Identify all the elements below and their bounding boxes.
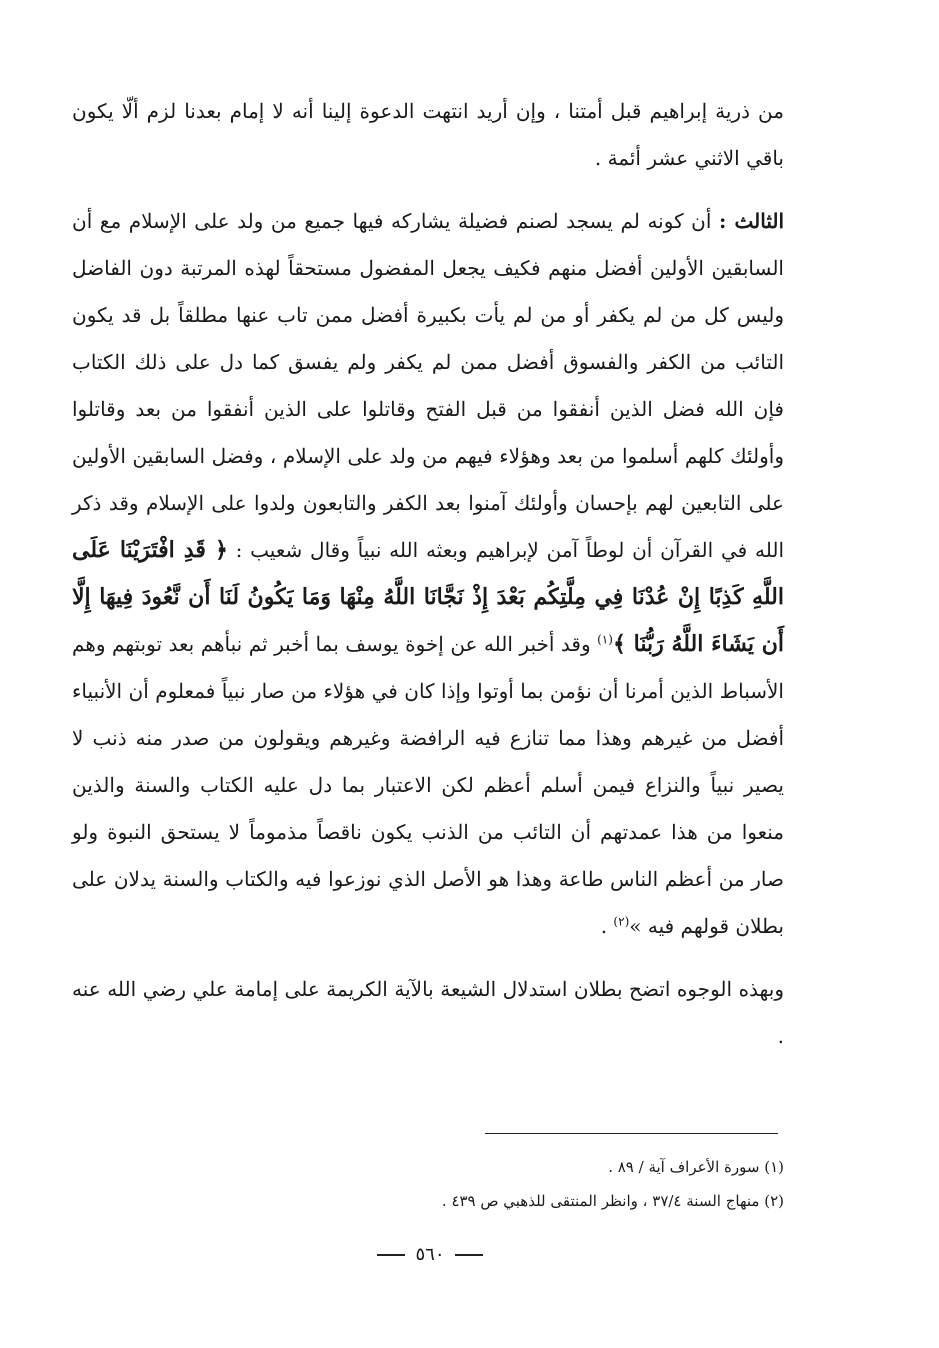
paragraph-3: وبهذه الوجوه اتضح بطلان استدلال الشيعة بالآية الكريمة على إمامة علي رضي الله عنه .	[72, 977, 784, 1048]
page-number-footer	[0, 1244, 860, 1265]
footnote-divider	[485, 1133, 778, 1134]
quran-verse: ﴿ قَدِ افْتَرَيْنَا عَلَى اللَّهِ كَذِبًا إِنْ عُدْنَا فِي مِلَّتِكُم بَعْدَ إِذْ نَجَّانَا اللَّهُ مِنْهَا وَمَا يَكُونُ لَنَا أَن نَّعُودَ فِيهَا إِلَّا أَن يَشَاءَ اللَّهُ رَبُّنَا ﴾	[72, 537, 785, 657]
footnote-ref-2: (٢)	[613, 914, 630, 929]
paragraph-2-end: .	[600, 914, 614, 938]
footnotes	[120, 1150, 784, 1218]
paragraph-2-text-a: أن كونه لم يسجد لصنم فضيلة يشاركه فيها جميع من ولد على الإسلام مع أن السابقين الأولين أفضل منهم فكيف يجعل المفضول مستحقاً لهذه المرتبة دون الفاضل وليس كل من لم يكفر أو من لم يأت بكبيرة أفضل ممن تاب عنها مطلقاً بل قد يكون التائب من الكفر والفسوق أفضل ممن لم يكفر ولم يفسق كما دل على ذلك الكتاب فإن الله فضل الذين أنفقوا من قبل الفتح وقاتلوا على الذين أنفقوا من بعد وقاتلوا وأولئك كلهم أسلموا من بعد وهؤلاء فيهم من ولد على الإسلام ، وفضل السابقين الأولين على التابعين لهم بإحسان وأولئك آمنوا بعد الكفر والتابعون ولدوا على الإسلام وقد ذكر الله في القرآن أن لوطاً آمن لإبراهيم وبعثه الله نبياً وقال شعيب :	[72, 209, 784, 562]
paragraph-1: من ذرية إبراهيم قبل أمتنا ، وإن أريد انتهت الدعوة إلينا أنه لا إمام بعدنا لزم ألّا يكون باقي الاثني عشر أئمة .	[72, 99, 784, 170]
page-number-dash-left	[377, 1254, 405, 1256]
paragraph-2-text-b: وقد أخبر الله عن إخوة يوسف بما أخبر ثم نبأهم بعد توبتهم وهم الأسباط الذين أمرنا أن نؤمن بما أوتوا وإذا كان في هؤلاء من صار نبياً فمعلوم أن الأنبياء أفضل من غيرهم وهذا مما تنازع فيه الرافضة وغيرهم ويقولون من صدر منه ذنب لا يصير نبياً والنزاع فيمن أسلم أعظم لكن الاعتبار بما دل عليه الكتاب والسنة والذين منعوا من هذا عمدتهم أن التائب من الذنب يكون ناقصاً مذموماً لا يستحق النبوة ولو صار من أعظم الناس طاعة وهذا هو الأصل الذي نوزعوا فيه والكتاب والسنة يدلان على بطلان قولهم فيه »	[72, 632, 784, 938]
footnote-2: (٢) منهاج السنة ٣٧/٤ ، وانظر المنتقى للذهبي ص ٤٣٩ .	[441, 1192, 784, 1210]
footnote-ref-1: (١)	[597, 632, 613, 647]
page-number: ٥٦٠	[415, 1244, 445, 1265]
page-number-dash-right	[455, 1254, 483, 1256]
page-body	[72, 88, 784, 1060]
footnote-1: (١) سورة الأعراف آية / ٨٩ .	[608, 1158, 784, 1176]
section-lead-third: الثالث :	[718, 209, 785, 233]
paragraph-2	[72, 198, 784, 950]
